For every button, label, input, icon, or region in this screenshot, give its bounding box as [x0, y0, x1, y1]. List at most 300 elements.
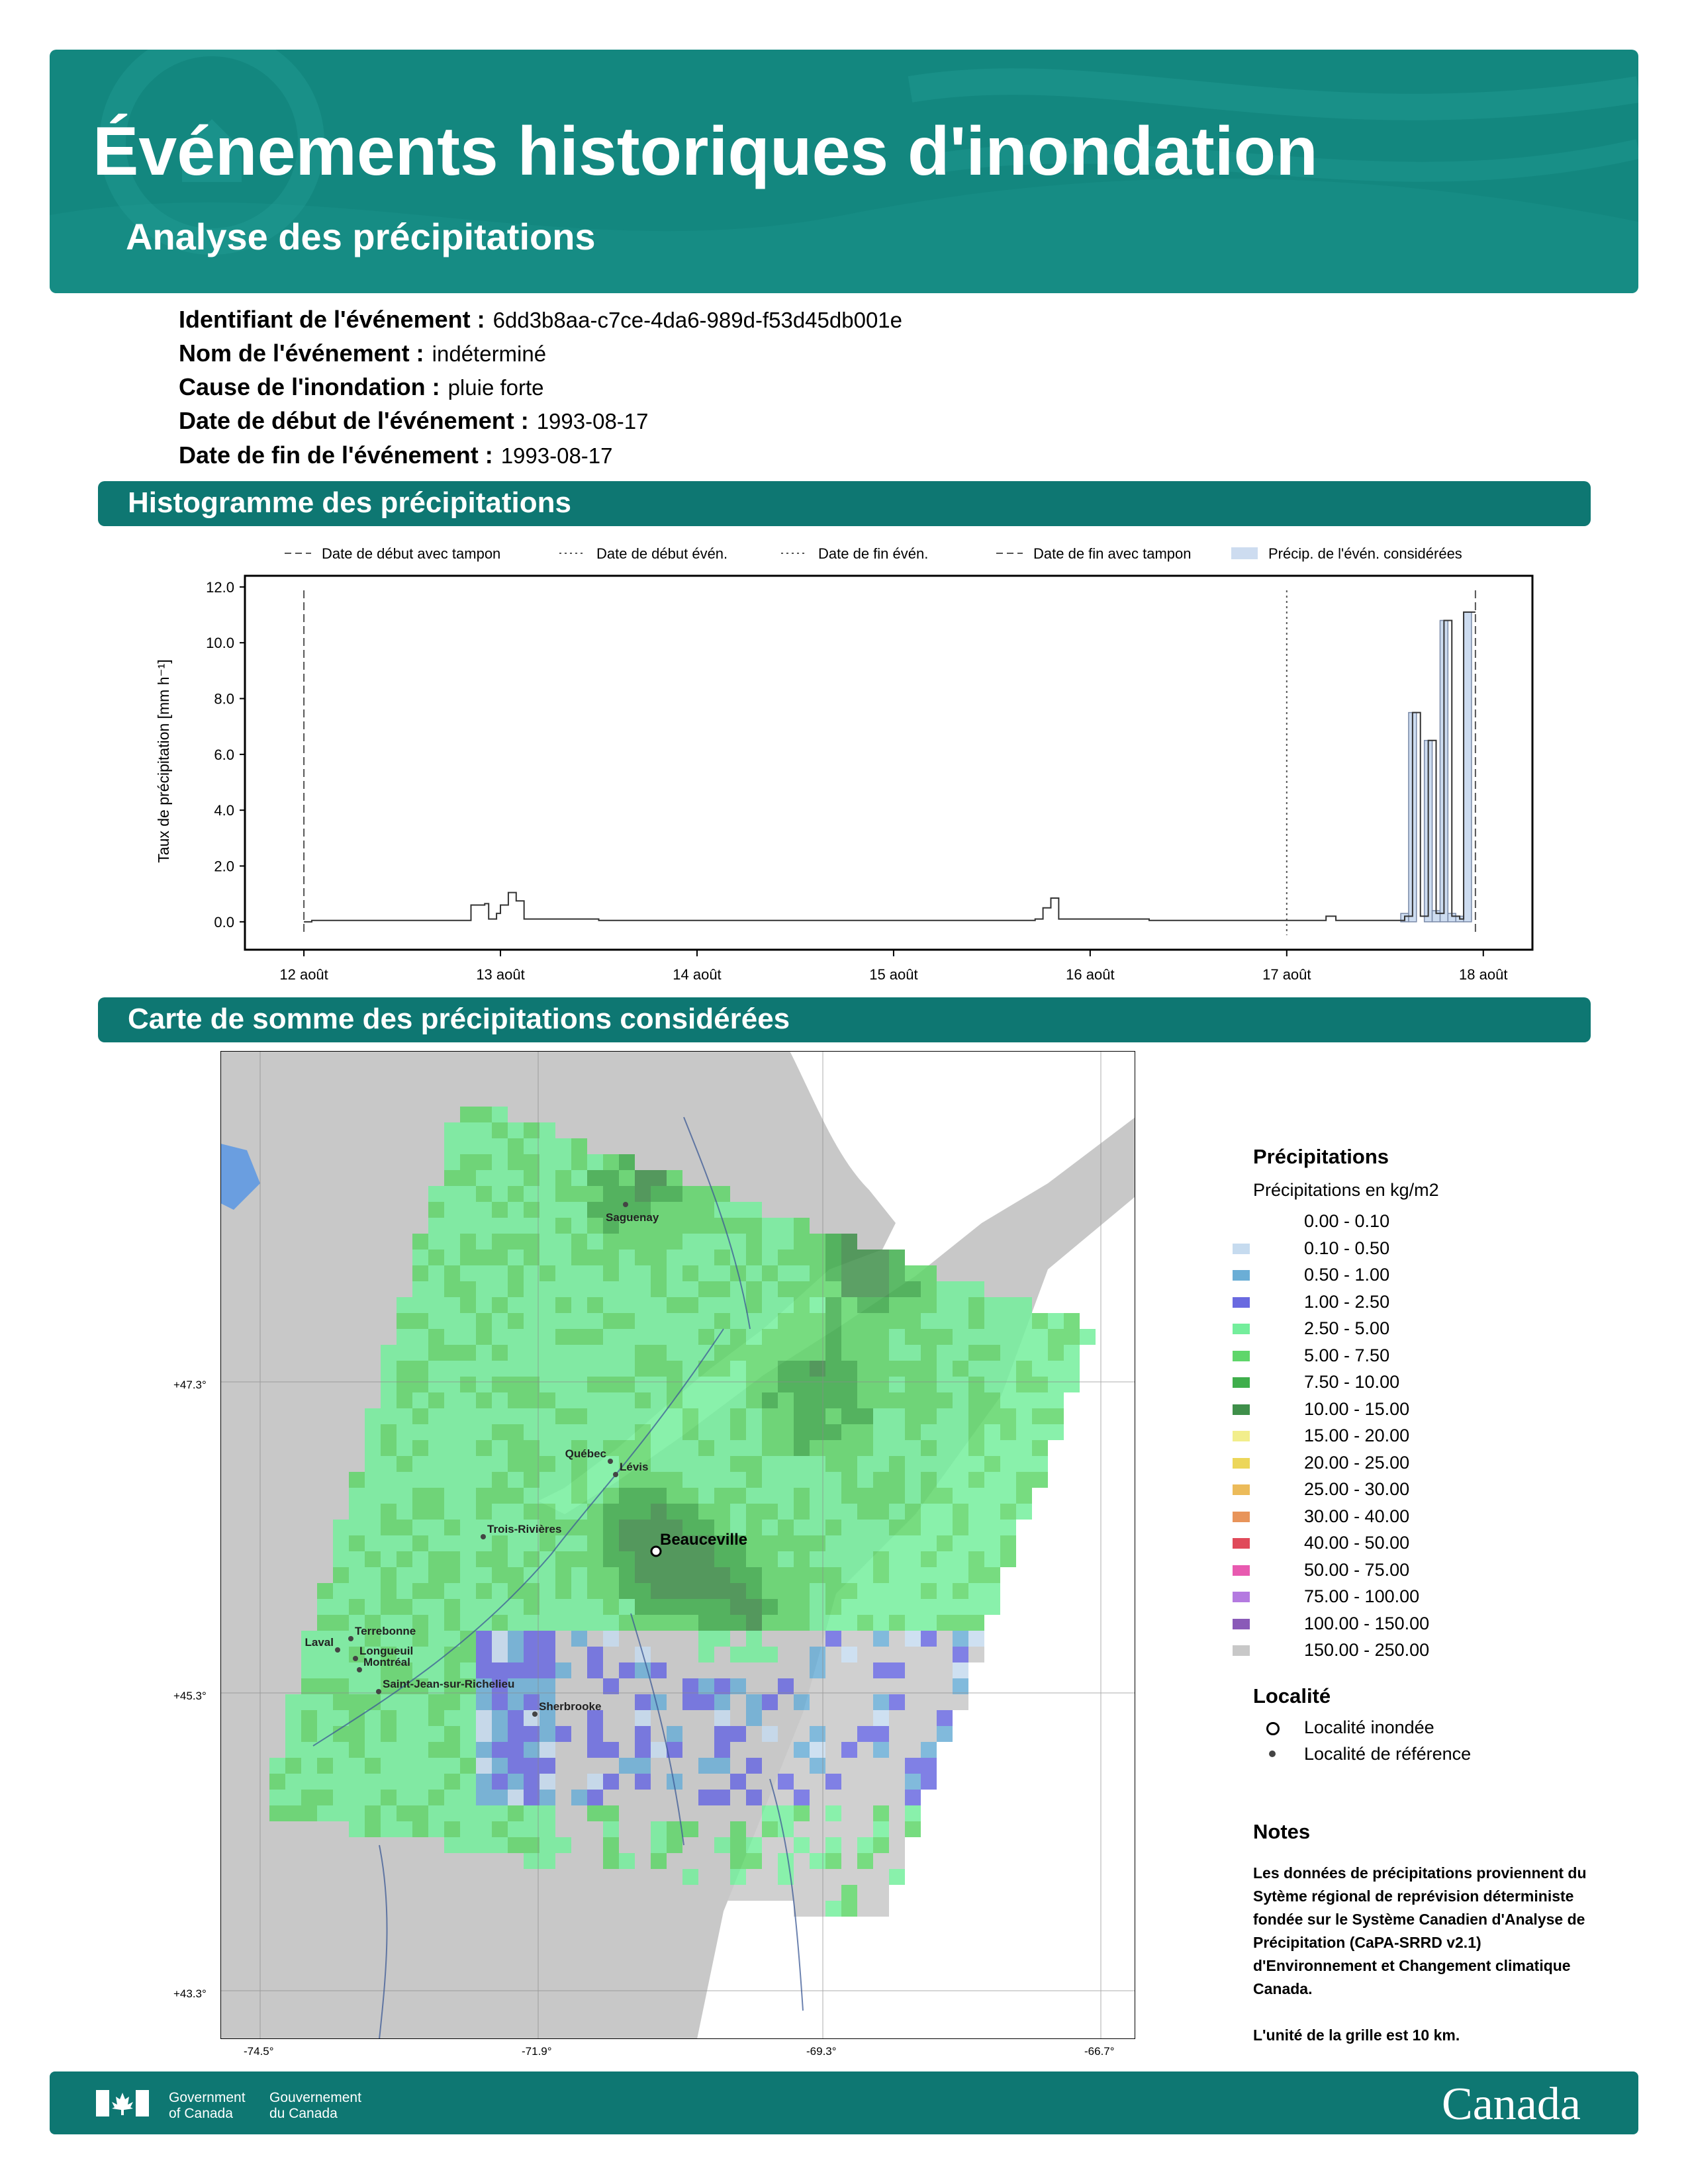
grid-cell — [762, 1265, 778, 1281]
grid-cell — [619, 1662, 635, 1678]
grid-cell — [905, 1361, 921, 1377]
grid-cell — [730, 1853, 746, 1869]
grid-cell — [730, 1472, 746, 1488]
grid-cell — [524, 1551, 539, 1567]
grid-cell — [730, 1678, 746, 1694]
grid-cell — [825, 1424, 841, 1440]
grid-cell — [428, 1313, 444, 1329]
grid-cell — [825, 1742, 841, 1758]
grid-cell — [857, 1821, 873, 1837]
grid-cell — [762, 1853, 778, 1869]
grid-cell — [412, 1647, 428, 1662]
grid-cell — [635, 1615, 651, 1631]
y-tick-label: 2.0 — [214, 858, 234, 875]
grid-cell — [825, 1885, 841, 1901]
grid-cell — [937, 1440, 953, 1456]
grid-cell — [301, 1726, 317, 1742]
grid-cell — [619, 1377, 635, 1392]
grid-cell — [762, 1599, 778, 1615]
grid-cell — [555, 1726, 571, 1742]
grid-cell — [1016, 1377, 1032, 1392]
grid-cell — [746, 1631, 762, 1647]
grid-cell — [603, 1488, 619, 1504]
grid-cell — [444, 1567, 460, 1583]
grid-cell — [1000, 1535, 1016, 1551]
grid-cell — [873, 1488, 889, 1504]
grid-cell — [444, 1662, 460, 1678]
grid-cell — [508, 1726, 524, 1742]
grid-cell — [524, 1122, 539, 1138]
histogram-section-title: Histogramme des précipitations — [128, 486, 571, 519]
legend-swatch — [1233, 1592, 1250, 1602]
grid-cell — [682, 1599, 698, 1615]
grid-cell — [953, 1647, 968, 1662]
grid-cell — [587, 1472, 603, 1488]
grid-cell — [667, 1837, 682, 1853]
gov-fr-line1: Gouvernement — [269, 2090, 361, 2105]
legend-swatch — [1233, 1565, 1250, 1576]
grid-cell — [762, 1234, 778, 1250]
grid-cell — [444, 1488, 460, 1504]
grid-cell — [524, 1186, 539, 1202]
grid-cell — [603, 1408, 619, 1424]
grid-cell — [905, 1647, 921, 1662]
grid-cell — [714, 1392, 730, 1408]
grid-cell — [921, 1265, 937, 1281]
grid-cell — [984, 1520, 1000, 1535]
grid-cell — [857, 1774, 873, 1790]
grid-cell — [905, 1472, 921, 1488]
grid-cell — [825, 1329, 841, 1345]
grid-cell — [619, 1170, 635, 1186]
grid-cell — [651, 1837, 667, 1853]
grid-cell — [460, 1504, 476, 1520]
grid-cell — [539, 1297, 555, 1313]
grid-cell — [984, 1567, 1000, 1583]
grid-cell — [682, 1662, 698, 1678]
grid-cell — [603, 1250, 619, 1265]
grid-cell — [365, 1821, 381, 1837]
grid-cell — [571, 1567, 587, 1583]
grid-cell — [460, 1583, 476, 1599]
grid-cell — [460, 1805, 476, 1821]
grid-cell — [412, 1377, 428, 1392]
grid-cell — [857, 1662, 873, 1678]
grid-cell — [1016, 1313, 1032, 1329]
grid-cell — [873, 1774, 889, 1790]
grid-cell — [778, 1694, 794, 1710]
grid-cell — [841, 1742, 857, 1758]
grid-cell — [841, 1361, 857, 1377]
grid-cell — [714, 1869, 730, 1885]
map-section-title: Carte de somme des précipitations considérées — [128, 1003, 790, 1035]
grid-cell — [412, 1790, 428, 1805]
grid-cell — [492, 1694, 508, 1710]
grid-cell — [603, 1837, 619, 1853]
grid-cell — [714, 1631, 730, 1647]
grid-cell — [539, 1408, 555, 1424]
grid-cell — [603, 1615, 619, 1631]
grid-cell — [635, 1345, 651, 1361]
grid-cell — [412, 1583, 428, 1599]
grid-cell — [444, 1122, 460, 1138]
grid-cell — [539, 1313, 555, 1329]
grid-cell — [937, 1694, 953, 1710]
grid-cell — [397, 1424, 412, 1440]
grid-cell — [762, 1869, 778, 1885]
city-label: Saint-Jean-sur-Richelieu — [383, 1678, 515, 1690]
grid-cell — [444, 1202, 460, 1218]
grid-cell — [1080, 1329, 1096, 1345]
grid-cell — [873, 1408, 889, 1424]
grid-cell — [714, 1250, 730, 1265]
grid-cell — [571, 1805, 587, 1821]
grid-cell — [524, 1853, 539, 1869]
grid-cell — [317, 1694, 333, 1710]
grid-cell — [825, 1472, 841, 1488]
grid-cell — [953, 1567, 968, 1583]
grid-cell — [1048, 1345, 1064, 1361]
grid-cell — [428, 1377, 444, 1392]
grid-cell — [508, 1265, 524, 1281]
grid-cell — [937, 1567, 953, 1583]
grid-cell — [937, 1726, 953, 1742]
city-label: Sherbrooke — [539, 1700, 602, 1713]
grid-cell — [905, 1281, 921, 1297]
grid-cell — [428, 1694, 444, 1710]
grid-cell — [571, 1377, 587, 1392]
grid-cell — [873, 1456, 889, 1472]
grid-cell — [349, 1726, 365, 1742]
grid-cell — [889, 1281, 905, 1297]
grid-cell — [571, 1758, 587, 1774]
grid-cell — [953, 1535, 968, 1551]
grid-cell — [619, 1567, 635, 1583]
grid-cell — [539, 1504, 555, 1520]
y-axis-label: Taux de précipitation [mm h⁻¹] — [155, 659, 172, 863]
grid-cell — [635, 1869, 651, 1885]
grid-cell — [619, 1631, 635, 1647]
grid-cell — [524, 1647, 539, 1662]
grid-cell — [603, 1392, 619, 1408]
grid-cell — [412, 1424, 428, 1440]
grid-cell — [651, 1392, 667, 1408]
grid-cell — [714, 1885, 730, 1901]
event-end-value: 1993-08-17 — [500, 443, 613, 468]
grid-cell — [968, 1408, 984, 1424]
grid-cell — [667, 1281, 682, 1297]
grid-cell — [698, 1821, 714, 1837]
grid-cell — [603, 1313, 619, 1329]
grid-cell — [333, 1710, 349, 1726]
grid-cell — [412, 1758, 428, 1774]
grid-cell — [682, 1551, 698, 1567]
grid-cell — [730, 1313, 746, 1329]
legend-swatch — [1233, 1645, 1250, 1656]
x-axis — [279, 950, 1507, 983]
grid-cell — [905, 1392, 921, 1408]
grid-cell — [603, 1599, 619, 1615]
grid-cell — [571, 1265, 587, 1281]
grid-cell — [539, 1599, 555, 1615]
grid-cell — [937, 1662, 953, 1678]
grid-cell — [619, 1265, 635, 1281]
grid-cell — [619, 1281, 635, 1297]
grid-cell — [698, 1313, 714, 1329]
grid-cell — [619, 1821, 635, 1837]
grid-cell — [365, 1710, 381, 1726]
grid-cell — [667, 1583, 682, 1599]
grid-cell — [603, 1678, 619, 1694]
grid-cell — [571, 1408, 587, 1424]
grid-cell — [682, 1313, 698, 1329]
grid-cell — [492, 1456, 508, 1472]
grid-cell — [635, 1297, 651, 1313]
grid-cell — [905, 1694, 921, 1710]
grid-cell — [825, 1297, 841, 1313]
grid-cell — [269, 1790, 285, 1805]
grid-cell — [857, 1837, 873, 1853]
grid-cell — [555, 1154, 571, 1170]
grid-cell — [857, 1551, 873, 1567]
flooded-city-marker — [651, 1547, 661, 1556]
grid-cell — [953, 1424, 968, 1440]
grid-cell — [968, 1551, 984, 1567]
grid-cell — [825, 1805, 841, 1821]
grid-cell — [937, 1535, 953, 1551]
grid-cell — [381, 1790, 397, 1805]
grid-cell — [682, 1853, 698, 1869]
grid-cell — [428, 1297, 444, 1313]
grid-cell — [794, 1456, 810, 1472]
grid-cell — [412, 1313, 428, 1329]
grid-cell — [667, 1790, 682, 1805]
grid-cell — [794, 1345, 810, 1361]
grid-cell — [651, 1440, 667, 1456]
grid-cell — [460, 1170, 476, 1186]
grid-cell — [730, 1837, 746, 1853]
grid-cell — [635, 1710, 651, 1726]
grid-cell — [746, 1869, 762, 1885]
grid-cell — [714, 1662, 730, 1678]
grid-cell — [492, 1122, 508, 1138]
grid-cell — [714, 1647, 730, 1662]
grid-cell — [301, 1774, 317, 1790]
grid-cell — [794, 1837, 810, 1853]
grid-cell — [524, 1535, 539, 1551]
grid-cell — [841, 1377, 857, 1392]
grid-cell — [873, 1583, 889, 1599]
grid-cell — [428, 1805, 444, 1821]
grid-cell — [476, 1107, 492, 1122]
grid-cell — [285, 1742, 301, 1758]
grid-cell — [524, 1202, 539, 1218]
grid-cell — [508, 1186, 524, 1202]
grid-cell — [524, 1392, 539, 1408]
grid-cell — [603, 1424, 619, 1440]
grid-cell — [460, 1218, 476, 1234]
grid-cell — [587, 1567, 603, 1583]
grid-cell — [555, 1678, 571, 1694]
grid-cell — [555, 1488, 571, 1504]
grid-cell — [905, 1567, 921, 1583]
grid-cell — [571, 1424, 587, 1440]
grid-cell — [889, 1424, 905, 1440]
grid-cell — [333, 1567, 349, 1583]
grid-cell — [428, 1504, 444, 1520]
grid-cell — [778, 1472, 794, 1488]
grid-cell — [508, 1313, 524, 1329]
grid-cell — [508, 1488, 524, 1504]
grid-cell — [571, 1297, 587, 1313]
grid-cell — [603, 1710, 619, 1726]
grid-cell — [444, 1345, 460, 1361]
grid-cell — [825, 1662, 841, 1678]
grid-cell — [555, 1329, 571, 1345]
grid-cell — [555, 1821, 571, 1837]
grid-cell — [794, 1218, 810, 1234]
grid-cell — [746, 1345, 762, 1361]
grid-cell — [476, 1805, 492, 1821]
grid-cell — [794, 1885, 810, 1901]
grid-cell — [1000, 1313, 1016, 1329]
grid-cell — [476, 1662, 492, 1678]
grid-cell — [508, 1647, 524, 1662]
event-id-label: Identifiant de l'événement : — [179, 306, 485, 333]
grid-cell — [921, 1345, 937, 1361]
grid-cell — [412, 1329, 428, 1345]
legend-swatch — [1233, 1216, 1250, 1227]
grid-cell — [1000, 1488, 1016, 1504]
grid-cell — [714, 1678, 730, 1694]
grid-cell — [428, 1790, 444, 1805]
grid-cell — [492, 1758, 508, 1774]
grid-cell — [524, 1662, 539, 1678]
grid-cell — [508, 1821, 524, 1837]
grid-cell — [651, 1345, 667, 1361]
grid-cell — [794, 1599, 810, 1615]
grid-cell — [857, 1520, 873, 1535]
grid-cell — [555, 1265, 571, 1281]
grid-cell — [381, 1424, 397, 1440]
grid-cell — [619, 1551, 635, 1567]
grid-cell — [651, 1758, 667, 1774]
grid-cell — [460, 1250, 476, 1265]
grid-cell — [635, 1170, 651, 1186]
grid-cell — [825, 1408, 841, 1424]
grid-cell — [412, 1472, 428, 1488]
grid-cell — [682, 1869, 698, 1885]
grid-cell — [412, 1265, 428, 1281]
grid-cell — [381, 1520, 397, 1535]
grid-cell — [682, 1758, 698, 1774]
grid-cell — [333, 1805, 349, 1821]
legend-class-label: 2.50 - 5.00 — [1304, 1318, 1390, 1338]
grid-cell — [889, 1551, 905, 1567]
grid-cell — [1032, 1345, 1048, 1361]
grid-cell — [428, 1456, 444, 1472]
legend-class-label: 100.00 - 150.00 — [1304, 1613, 1430, 1633]
grid-cell — [682, 1392, 698, 1408]
grid-cell — [841, 1313, 857, 1329]
grid-cell — [460, 1297, 476, 1313]
grid-cell — [825, 1901, 841, 1917]
grid-cell — [825, 1567, 841, 1583]
grid-cell — [825, 1551, 841, 1567]
grid-cell — [539, 1234, 555, 1250]
grid-cell — [349, 1599, 365, 1615]
grid-cell — [619, 1329, 635, 1345]
notes-text — [1253, 1862, 1597, 2047]
grid-cell — [476, 1154, 492, 1170]
grid-cell — [794, 1901, 810, 1917]
grid-cell — [857, 1647, 873, 1662]
grid-cell — [905, 1440, 921, 1456]
grid-cell — [428, 1281, 444, 1297]
grid-cell — [349, 1790, 365, 1805]
grid-cell — [492, 1805, 508, 1821]
grid-cell — [635, 1472, 651, 1488]
grid-cell — [444, 1250, 460, 1265]
grid-cell — [937, 1631, 953, 1647]
grid-cell — [841, 1567, 857, 1583]
grid-cell — [794, 1647, 810, 1662]
grid-cell — [984, 1488, 1000, 1504]
grid-cell — [651, 1281, 667, 1297]
grid-cell — [937, 1520, 953, 1535]
grid-cell — [698, 1456, 714, 1472]
grid-cell — [571, 1313, 587, 1329]
grid-cell — [476, 1567, 492, 1583]
grid-cell — [825, 1520, 841, 1535]
grid-cell — [555, 1408, 571, 1424]
grid-cell — [651, 1853, 667, 1869]
grid-cell — [1048, 1392, 1064, 1408]
grid-cell — [603, 1567, 619, 1583]
grid-cell — [524, 1774, 539, 1790]
grid-cell — [317, 1726, 333, 1742]
grid-cell — [492, 1535, 508, 1551]
grid-cell — [555, 1313, 571, 1329]
grid-cell — [619, 1345, 635, 1361]
grid-cell — [476, 1408, 492, 1424]
grid-cell — [524, 1408, 539, 1424]
grid-cell — [555, 1583, 571, 1599]
grid-cell — [381, 1488, 397, 1504]
grid-cell — [460, 1265, 476, 1281]
grid-cell — [539, 1567, 555, 1583]
grid-cell — [460, 1710, 476, 1726]
grid-cell — [921, 1456, 937, 1472]
grid-cell — [651, 1408, 667, 1424]
grid-cell — [762, 1694, 778, 1710]
grid-cell — [905, 1710, 921, 1726]
grid-cell — [587, 1535, 603, 1551]
grid-cell — [476, 1361, 492, 1377]
grid-cell — [667, 1599, 682, 1615]
grid-cell — [714, 1583, 730, 1599]
grid-cell — [730, 1424, 746, 1440]
grid-cell — [381, 1456, 397, 1472]
grid-cell — [667, 1345, 682, 1361]
grid-cell — [730, 1297, 746, 1313]
grid-cell — [571, 1631, 587, 1647]
grid-cell — [571, 1662, 587, 1678]
grid-cell — [460, 1313, 476, 1329]
grid-cell — [444, 1281, 460, 1297]
grid-cell — [365, 1535, 381, 1551]
legend-class-label: 150.00 - 250.00 — [1304, 1640, 1430, 1660]
